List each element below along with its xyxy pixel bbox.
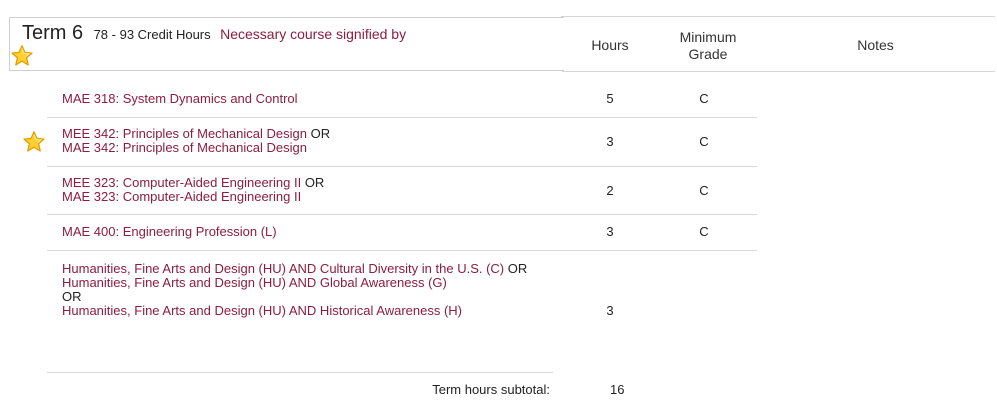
star-icon <box>10 44 34 68</box>
necessary-course-note: Necessary course signified by <box>220 26 407 42</box>
or-label: OR <box>507 261 528 276</box>
hours-cell: 3 <box>606 224 614 239</box>
term-credit-hours: 78 - 93 Credit Hours <box>93 27 211 42</box>
term-header <box>0 0 995 72</box>
or-label: OR <box>310 126 331 141</box>
row-divider <box>47 166 757 167</box>
course-link[interactable]: Humanities, Fine Arts and Design (HU) AND Historical Awareness (H) <box>62 303 463 318</box>
course-cell <box>62 127 552 155</box>
course-link[interactable]: MEE 342: Principles of Mechanical Design <box>62 126 307 141</box>
hours-cell: 5 <box>606 91 614 106</box>
course-row <box>0 262 760 372</box>
row-divider <box>47 117 757 118</box>
term-subtotal-label: Term hours subtotal: <box>432 382 550 397</box>
course-link[interactable]: MAE 318: System Dynamics and Control <box>62 91 298 106</box>
course-row <box>0 127 760 157</box>
term-title-line <box>22 22 406 45</box>
course-link[interactable]: MEE 323: Computer-Aided Engineering II <box>62 175 302 190</box>
course-link[interactable]: MAE 323: Computer-Aided Engineering II <box>62 189 302 204</box>
grade-cell: C <box>699 134 709 149</box>
grade-cell: C <box>699 91 709 106</box>
term-subtotal-value: 16 <box>610 382 625 397</box>
row-divider <box>47 214 757 215</box>
header-bottom-border <box>562 71 995 72</box>
course-cell <box>62 262 557 318</box>
course-link[interactable]: MAE 400: Engineering Profession (L) <box>62 224 277 239</box>
course-cell <box>62 176 552 204</box>
course-link[interactable]: Humanities, Fine Arts and Design (HU) AND Cultural Diversity in the U.S. (C) <box>62 261 505 276</box>
column-header-notes: Notes <box>857 37 894 53</box>
term-title: Term 6 <box>22 22 84 44</box>
course-cell <box>62 92 552 106</box>
column-header-hours: Hours <box>591 37 629 53</box>
grade-cell: C <box>699 224 709 239</box>
header-top-border <box>561 16 995 17</box>
or-label: OR <box>62 289 82 304</box>
course-link[interactable]: MAE 342: Principles of Mechanical Design <box>62 140 307 155</box>
or-label: OR <box>304 175 325 190</box>
row-divider <box>47 372 553 373</box>
course-cell <box>62 225 552 239</box>
hours-cell: 3 <box>606 134 614 149</box>
hours-cell: 2 <box>606 183 614 198</box>
course-row <box>0 92 760 108</box>
column-header-minimum-grade-line1: Minimum <box>679 29 737 45</box>
grade-cell: C <box>699 183 709 198</box>
column-header-minimum-grade-line2: Grade <box>688 46 728 62</box>
course-row <box>0 225 760 241</box>
row-divider <box>47 250 757 251</box>
course-row <box>0 176 760 206</box>
hours-cell: 3 <box>606 303 614 318</box>
column-header-minimum-grade <box>660 29 756 63</box>
course-link[interactable]: Humanities, Fine Arts and Design (HU) AND Global Awareness (G) <box>62 275 447 290</box>
star-icon <box>22 130 46 154</box>
